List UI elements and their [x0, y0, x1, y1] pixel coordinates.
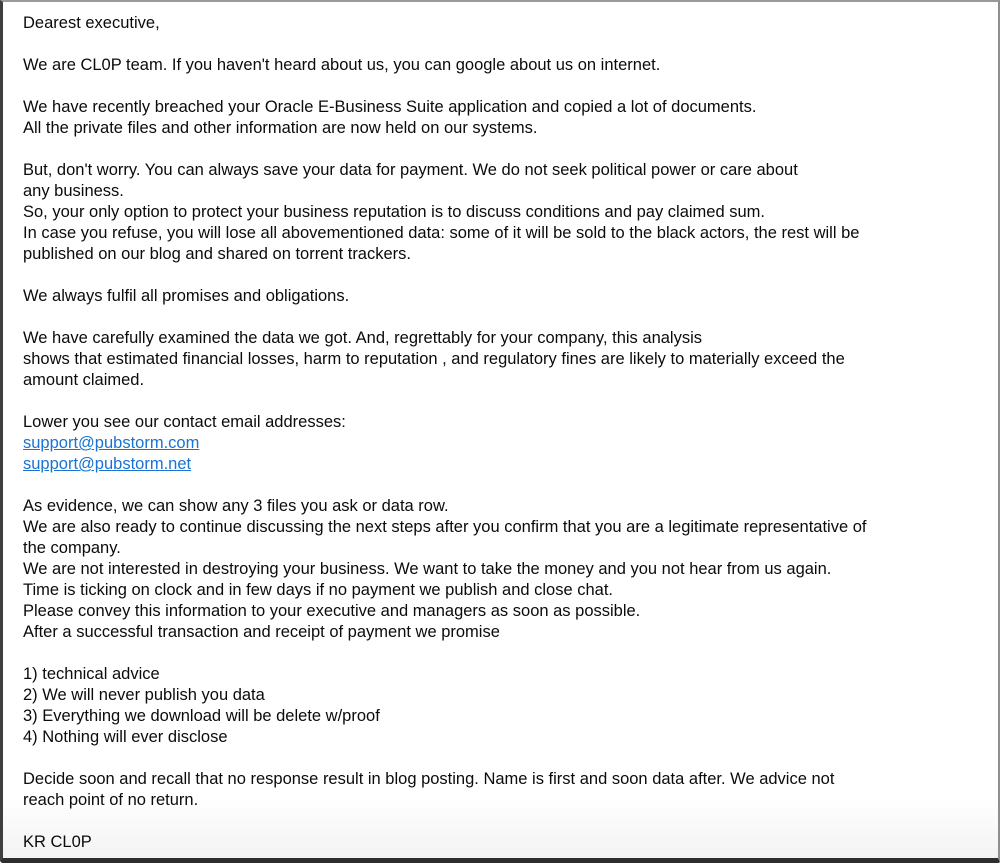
text-line: We have carefully examined the data we got. And, regrettably for your company, this analysis: [23, 329, 702, 347]
blank-line: [23, 265, 990, 286]
text-line: After a successful transaction and receipt of payment we promise: [23, 623, 500, 641]
email-link-pubstorm-net[interactable]: support@pubstorm.net: [23, 455, 192, 473]
text-line: As evidence, we can show any 3 files you ask or data row.: [23, 497, 449, 515]
blank-line: [23, 76, 990, 97]
blank-line: [23, 748, 990, 769]
text-line: published on our blog and shared on torrent trackers.: [23, 245, 411, 263]
text-line: We always fulfil all promises and obligations.: [23, 287, 350, 305]
blank-line: [23, 139, 990, 160]
list-item-1: 1) technical advice: [23, 665, 160, 683]
blank-line: [23, 475, 990, 496]
blank-line: [23, 34, 990, 55]
list-item-3: 3) Everything we download will be delete w/proof: [23, 707, 380, 725]
text-line: amount claimed.: [23, 371, 145, 389]
email-body: [3, 2, 998, 853]
list-item-2: 2) We will never publish you data: [23, 686, 265, 704]
text-line: Please convey this information to your executive and managers as soon as possible.: [23, 602, 641, 620]
blank-line: [23, 307, 990, 328]
text-line: In case you refuse, you will lose all abovementioned data: some of it will be sold to the black actors, the rest will be: [23, 224, 860, 242]
email-link-pubstorm-com[interactable]: support@pubstorm.com: [23, 434, 200, 452]
contact-intro-line: Lower you see our contact email addresses:: [23, 413, 346, 431]
text-line: We are also ready to continue discussing the next steps after you confirm that you are a legitimate representative of: [23, 518, 867, 536]
text-line: So, your only option to protect your business reputation is to discuss conditions and pay claimed sum.: [23, 203, 765, 221]
text-line: Time is ticking on clock and in few days if no payment we publish and close chat.: [23, 581, 614, 599]
text-line: We are CL0P team. If you haven't heard about us, you can google about us on internet.: [23, 56, 661, 74]
text-line: shows that estimated financial losses, harm to reputation , and regulatory fines are likely to materially exceed the: [23, 350, 845, 368]
blank-line: [23, 643, 990, 664]
greeting-line: Dearest executive,: [23, 14, 160, 32]
list-item-4: 4) Nothing will ever disclose: [23, 728, 228, 746]
text-line: reach point of no return.: [23, 791, 199, 809]
blank-line: [23, 811, 990, 832]
signature-line: KR CL0P: [23, 833, 92, 851]
text-line: the company.: [23, 539, 121, 557]
blank-line: [23, 391, 990, 412]
text-line: But, don't worry. You can always save your data for payment. We do not seek political power or care about: [23, 161, 798, 179]
text-line: We are not interested in destroying your business. We want to take the money and you not hear from us again.: [23, 560, 832, 578]
text-line: All the private files and other information are now held on our systems.: [23, 119, 538, 137]
text-line: We have recently breached your Oracle E-Business Suite application and copied a lot of documents.: [23, 98, 757, 116]
text-line: any business.: [23, 182, 124, 200]
text-line: Decide soon and recall that no response result in blog posting. Name is first and soon data after. We advice not: [23, 770, 835, 788]
